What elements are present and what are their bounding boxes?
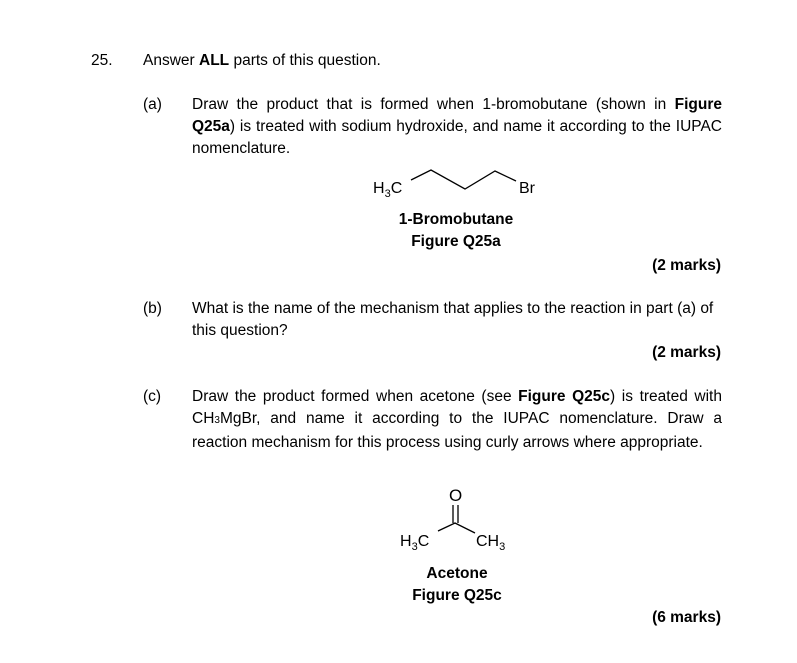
question-number: 25.: [91, 52, 113, 69]
part-b-marks: (2 marks): [652, 344, 721, 361]
acetone-oxygen-label: O: [449, 486, 463, 505]
acetone-carbon-bonds: [438, 523, 475, 533]
part-a-compound-name: 1-Bromobutane: [398, 211, 514, 228]
part-a-text-bold: Figure Q25a: [192, 96, 722, 135]
part-b-label: (b): [143, 300, 162, 317]
part-c-text-2: ) is treated with CH: [192, 388, 722, 427]
part-a-figure-label: Figure Q25a: [411, 233, 501, 250]
intro-bold: ALL: [199, 52, 230, 69]
part-c-text-sub: 3: [214, 415, 220, 426]
part-c-label: (c): [143, 388, 162, 405]
part-c-text-3: MgBr, and name it according to the IUPAC nomenclature. Draw a reaction mechanism for this process using curly arrows where appropriate.: [192, 410, 722, 451]
intro-prefix: Answer: [143, 52, 199, 69]
part-c-compound-name: Acetone: [426, 565, 488, 582]
part-c-marks: (6 marks): [652, 609, 721, 626]
part-c-figure-label: Figure Q25c: [412, 587, 502, 604]
acetone-ch3-label: $CH_3$: [476, 533, 506, 553]
intro-suffix: parts of this question.: [229, 52, 381, 69]
acetone-h3c-label: $H_3C$: [400, 533, 430, 553]
part-a-label: (a): [143, 96, 162, 113]
part-c-text-1: Draw the product formed when acetone (see: [192, 388, 519, 405]
part-a-marks: (2 marks): [652, 257, 721, 274]
part-b-text: What is the name of the mechanism that applies to the reaction in part (a) of this question?: [192, 300, 714, 339]
part-a-text-1: Draw the product that is formed when 1-bromobutane (shown in: [192, 96, 675, 113]
part-a-text-2: ) is treated with sodium hydroxide, and name it according to the IUPAC nomenclature.: [192, 118, 722, 157]
bromobutane-h3c-label: $H_3C$: [373, 180, 403, 200]
part-c-text-bold: Figure Q25c: [518, 388, 611, 405]
bromobutane-br-label: Br: [519, 180, 535, 197]
